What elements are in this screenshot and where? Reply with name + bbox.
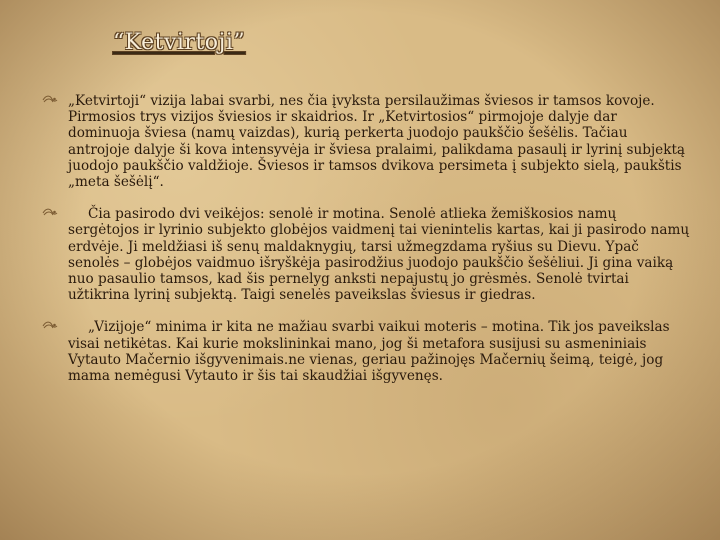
paragraph-2-text: Čia pasirodo dvi veikėjos: senolė ir motina. Senolė atlieka žemiškosios namų sergėtojos ir lyrinio subjekto globėjos vaidmenį tai vienintelis kartas, kai ji pasirodo namų erdvėje. Ji meldžiasi iš senų maldaknygių, tarsi užmegzdama ryšius su Dievu. Ypač senolės – globėjos vaidmuo išryškėja pasirodžius juodojo paukščio šešėliui. Ji gina vaiką nuo pasaulio tamsos, kad šis pernelyg anksti nepajustų jo grėsmės. Senolė tvirtai užtikrina lyrinį subjektą. Taigi senelės paveikslas šviesus ir giedras. — [68, 206, 690, 304]
slide-body — [0, 93, 720, 384]
paragraph-1 — [0, 93, 720, 190]
paragraph-3-text: „Vizijoje“ minima ir kita ne mažiau svarbi vaikui moteris – motina. Tik jos paveikslas visai netikėtas. Kai kurie mokslininkai mano, jog ši metafora susijusi su asmeniniais Vytauto Mačernio išgyvenimais.ne vienas, geriau pažinojęs Mačernių šeimą, teigė, jog mama nemėgusi Vytauto ir šis tai skaudžiai išgyvenęs. — [68, 319, 670, 385]
ornamental-bullet-icon — [42, 320, 58, 332]
paragraph-1-text: „Ketvirtoji“ vizija labai svarbi, nes čia įvyksta persilaužimas šviesos ir tamsos kovoje. Pirmosios trys vizijos šviesios ir skaidrios. Ir „Ketvirtosios“ pirmojoje dalyje dar dominuoja šviesa (namų vaizdas), kurią perkerta juodojo paukščio šešėlis. Tačiau antrojoje dalyje ši kova intensyvėja ir šviesa pralaimi, palikdama pasaulį ir lyrinį subjektą juodojo paukščio valdžioje. Šviesos ir tamsos dvikova persimeta į subjekto sielą, paukštis „meta šešėlį“. — [68, 93, 686, 191]
slide-title: “Ketvirtoji” — [113, 30, 246, 55]
paragraph-3 — [0, 319, 720, 384]
ornamental-bullet-icon — [42, 207, 58, 219]
ornamental-bullet-icon — [42, 94, 58, 106]
paragraph-2 — [0, 206, 720, 303]
